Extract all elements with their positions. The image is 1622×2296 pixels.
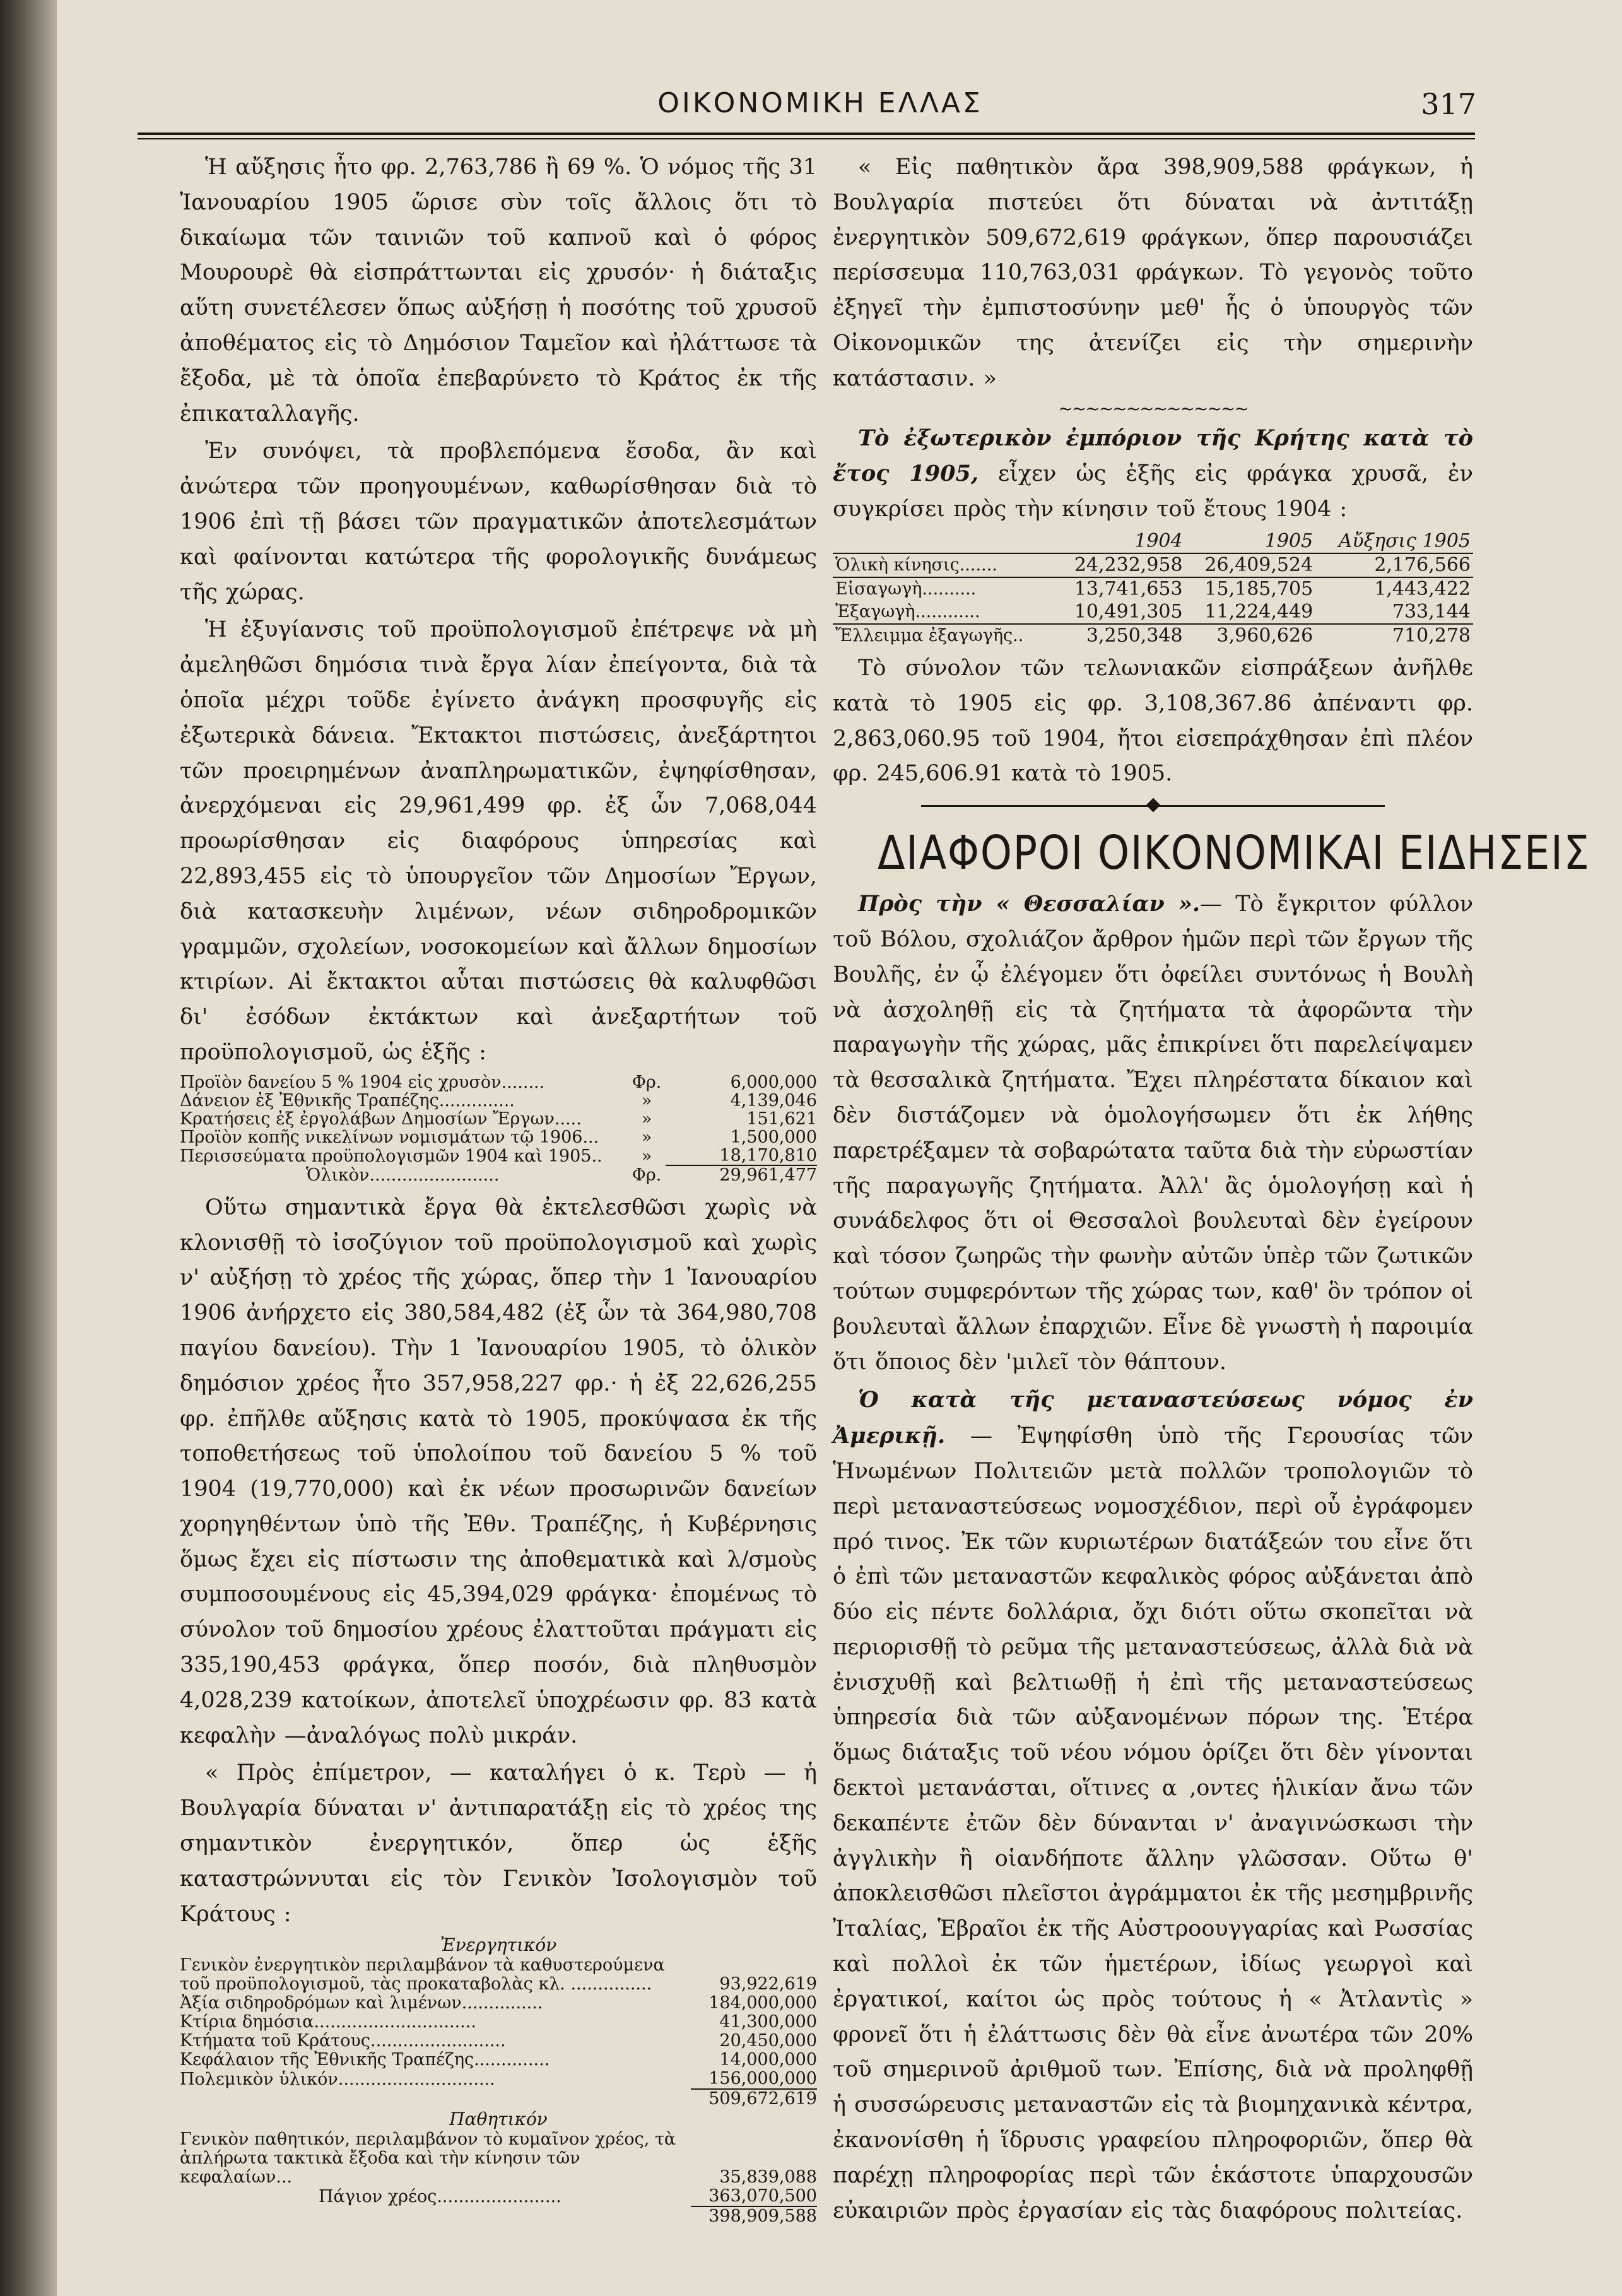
table-row: Κτήματα τοῦ Κράτους......................... 20,450,000 xyxy=(180,2031,817,2051)
thessalia-text: — Τὸ ἔγκριτον φύλλον τοῦ Βόλου, σχολιάζον ἄρθρον ἡμῶν περὶ τῶν ἔργων τῆς Βουλῆς, ἐν ᾧ ἐλέγομεν ὅτι ὀφείλει συντόνως ἡ Βουλὴ νὰ ἀσχοληθῇ εἰς τὰ ζητήματα τὰ ἀφορῶντα τὴν παραγωγὴν τῆς χώρας, μᾶς ἐπικρίνει ὅτι παρελείψαμεν τὰ θεσσαλικὰ ζητήματα. Ἔχει πληρέστατα δίκαιον καὶ δὲν διστάζομεν νὰ ὁμολογήσωμεν ὅτι ἐκ λήθης παρετρέξαμεν τὰ σοβαρώτατα ταῦτα διὰ τὴν εὐρωστίαν τῆς παραγωγῆς ζητήματα. Ἀλλ' ἂς ὁμολογήσῃ καὶ ἡ συνάδελφος ὅτι οἱ Θεσσαλοὶ βουλευταὶ δὲν ἐγείρουν καὶ τόσον ζωηρῶς τὴν φωνὴν αὐτῶν ὑπὲρ τῶν ζωτικῶν τούτων συμφερόντων τῆς χώρας των, καθ' ὃν τρόπον οἱ βουλευταὶ ἄλλων ἐπαρχιῶν. Εἶνε δὲ γνωστὴ ἡ παροιμία ὅτι ὅποιος δὲν 'μιλεῖ τὸν θάπτουν. xyxy=(833,892,1473,1375)
liabilities-total-row: 398,909,588 xyxy=(180,2206,817,2226)
paragraph-extraordinary-credits: Ἡ ἐξυγίανσις τοῦ προϋπολογισμοῦ ἐπέτρεψε νὰ μὴ ἀμεληθῶσι δημόσια τινὰ ἔργα λίαν ἐπείγοντα, διὰ τὰ ὁποῖα μέχρι τοῦδε ἐγίνετο ἀνάγκη προσφυγῆς εἰς ἐξωτερικὰ δάνεια. Ἔκτακτοι πιστώσεις, ἀνεξάρτητοι τῶν προειρημένων ἀναπληρωματικῶν, ἐψηφίσθησαν, ἀνερχόμεναι εἰς 29,961,499 φρ. ἐξ ὧν 7,068,044 προωρίσθησαν εἰς διαφόρους ὑπηρεσίας καὶ 22,893,455 εἰς τὸ ὑπουργεῖον τῶν Δημοσίων Ἔργων, διὰ κατασκευὴν λιμένων, νέων σιδηροδρομικῶν γραμμῶν, σχολείων, νοσοκομείων καὶ ἄλλων δημοσίων κτιρίων. Αἱ ἔκτακτοι αὗται πιστώσεις θὰ καλυφθῶσι δι' ἐσόδων ἐκτάκτων καὶ ἀνεξαρτήτων τοῦ προϋπολογισμοῦ, ὡς ἑξῆς : xyxy=(180,617,817,1065)
crete-trade-title: Τὸ ἐξωτερικὸν ἐμπόριον τῆς Κρήτης κατὰ τὸ ἔτος 1905, xyxy=(833,425,1473,487)
immigration-lead: Ὁ κατὰ τῆς μεταναστεύσεως νόμος ἐν Ἀμερικῇ. xyxy=(833,1387,1473,1449)
assets-heading: Ἐνεργητικόν xyxy=(440,1934,557,1956)
paragraph-bulgaria-assets: « Πρὸς ἐπίμετρον, — καταλήγει ὁ κ. Τερὺ — ἡ Βουλγαρία δύναται ν' ἀντιπαρατάξῃ εἰς τὸ χρέος της σημαντικὸν ἐνεργητικόν, ὅπερ ὡς ἑξῆς καταστρώννυται εἰς τὸν Γενικὸν Ἰσολογισμὸν τοῦ Κράτους : xyxy=(180,1760,817,1927)
column-header: 1904 xyxy=(1134,529,1183,552)
thessalia-lead: Πρὸς τὴν « Θεσσαλίαν ». xyxy=(858,891,1201,917)
table-row: Κτίρια δημόσια.............................. 41,300,000 xyxy=(180,2012,817,2032)
header-rule-thin xyxy=(138,138,1475,139)
assets-total-row: 509,672,619 xyxy=(180,2089,817,2109)
book-gutter xyxy=(0,0,57,2296)
credits-total-row: Ὁλικὸν........................ Φρ. 29,961,477 xyxy=(306,1165,817,1185)
table-row: Γενικὸν ἐνεργητικὸν περιλαμβάνον τὰ καθυστερούμενα τοῦ προϋπολογισμοῦ, τὰς προκαταβολὰς κλ. ............... 93,922,619 xyxy=(180,1955,817,1994)
column-header: 1905 xyxy=(1264,529,1313,552)
assets-table xyxy=(180,1956,817,2109)
credits-table xyxy=(180,1073,817,1184)
table-row: Κρατήσεις ἐξ ἐργολάβων Δημοσίων Ἔργων..... » 151,621 xyxy=(180,1109,817,1129)
table-row: Προϊὸν κοπῆς νικελίνων νομισμάτων τῷ 1906... » 1,500,000 xyxy=(180,1127,817,1147)
page-header xyxy=(164,82,1476,126)
table-header-row xyxy=(833,530,1473,553)
liabilities-table xyxy=(180,2130,817,2226)
left-column xyxy=(180,150,817,2226)
right-column xyxy=(833,150,1590,2231)
paragraph-public-debt: Οὕτω σημαντικὰ ἔργα θὰ ἐκτελεσθῶσι χωρὶς νὰ κλονισθῇ τὸ ἰσοζύγιον τοῦ προϋπολογισμοῦ καὶ χωρὶς ν' αὐξήσῃ τὸ χρέος τῆς χώρας, ὅπερ τὴν 1 Ἰανουαρίου 1906 ἀνήρχετο εἰς 380,584,482 (ἐξ ὧν τὰ 364,980,708 παγίου δανείου). Τὴν 1 Ἰανουαρίου 1905, τὸ ὁλικὸν δημόσιον χρέος ἦτο 357,958,227 φρ.· ἡ ἐξ 22,626,255 φρ. ἐπῆλθε αὔξησις κατὰ τὸ 1905, προκύψασα ἐκ τῆς τοποθετήσεως τοῦ ὑπολοίπου τοῦ δανείου 5 % τοῦ 1904 (19,770,000) καὶ ἐκ νέων προσωρινῶν δανείων χορηγηθέντων ὑπὸ τῆς Ἐθν. Τραπέζης, ἡ Κυβέρνησις ὅμως ἔχει εἰς πίστωσιν της ἀποθεματικὰ καὶ λ/σμοὺς συμποσουμένους εἰς 45,394,029 φράγκα· ἐπομένως τὸ σύνολον τοῦ δημοσίου χρέους ἐλαττοῦται πράγματι εἰς 335,190,453 φράγκα, ὅπερ ποσόν, διὰ πληθυσμὸν 4,028,239 κατοίκων, ἀποτελεῖ ὑποχρέωσιν φρ. 83 κατὰ κεφαλὴν —ἀναλόγως πολὺ μικράν. xyxy=(180,1194,817,1748)
paragraph-crete-trade xyxy=(833,421,1473,527)
running-title: ΟΙΚΟΝΟΜΙΚΗ ΕΛΛΑΣ xyxy=(657,87,983,119)
page-number: 317 xyxy=(1421,87,1476,121)
table-row: Κεφάλαιον τῆς Ἐθνικῆς Τραπέζης.............. 14,000,000 xyxy=(180,2050,817,2070)
immigration-text: — Ἐψηφίσθη ὑπὸ τῆς Γερουσίας τῶν Ἡνωμένων Πολιτειῶν μετὰ πολλῶν τροπολογιῶν τὸ περὶ μεταναστεύσεως νομοσχέδιον, περὶ οὗ ἐγράφομεν πρό τινος. Ἐκ τῶν κυριωτέρων διατάξεών του εἶνε ὅτι ὁ ἐπὶ τῶν μεταναστῶν κεφαλικὸς φόρος αὐξάνεται ἀπὸ δύο εἰς πέντε δολλάρια, ὄχι διότι οὕτω σκοπεῖται νὰ περιορισθῇ τὸ ρεῦμα τῆς μεταναστεύσεως, ἀλλὰ διὰ νὰ ἐνισχυθῇ καὶ βελτιωθῇ ἡ ἐπὶ τῆς μεταναστεύσεως ὑπηρεσία διὰ τῶν αὐξανομένων πόρων της. Ἑτέρα ὅμως διάταξις τοῦ νέου νόμου ὁρίζει ὅτι δὲν γίνονται δεκτοὶ μετανάσται, οἵτινες α ,οντες ἡλικίαν ἄνω τῶν δεκαπέντε ἐτῶν δὲν δύνανται ν' ἀναγινώσκωσι τὴν ἀγγλικὴν ἢ οἱανδήποτε ἄλλην γλῶσσαν. Οὕτω θ' ἀποκλεισθῶσι πλεῖστοι ἀγράμματοι ἐκ τῆς μεσημβρινῆς Ἰταλίας, Ἑβραῖοι ἐκ τῆς Αὐστροουγγαρίας καὶ Ρωσσίας καὶ πολλοὶ ἐκ τῶν ἡμετέρων, ἰδίως γεωργοὶ καὶ ἐργατικοί, καίτοι ὡς πρὸς τούτους ἡ « Ἀτλαντὶς » φρονεῖ ὅτι ἡ ἐλάττωσις δὲν θὰ εἶνε ἀνωτέρα τῶν 20% τοῦ σημερινοῦ ἀριθμοῦ των. Ἐπίσης, διὰ νὰ προληφθῇ ἡ συσσώρευσις μεταναστῶν εἰς τὰ βιομηχανικὰ κέντρα, ἐκανονίσθη ἡ ἵδρυσις γραφείου πληροφοριῶν, ὅπερ θὰ παρέχῃ πληροφορίας περὶ τῶν ἑκάστοτε ὑπαρχουσῶν εὐκαιριῶν πρὸς ἐργασίαν εἰς τὰς διαφόρους πολιτείας. xyxy=(833,1423,1473,2223)
table-row: Περισσεύματα προϋπολογισμῶν 1904 καὶ 1905.. » 18,170,810 xyxy=(180,1145,817,1166)
table-row: Δάνειον ἐξ Ἐθνικῆς Τραπέζης.............. » 4,139,046 xyxy=(180,1090,817,1110)
header-rule xyxy=(138,132,1475,135)
column-header: Αὔξησις 1905 xyxy=(1338,529,1471,552)
table-row: Προϊὸν δανείου 5 % 1904 εἰς χρυσὸν........ Φρ. 6,000,000 xyxy=(180,1072,817,1092)
crete-trade-table xyxy=(833,530,1473,647)
paragraph-thessalia xyxy=(833,886,1473,1380)
table-row: Ἀξία σιδηροδρόμων καὶ λιμένων............... 184,000,000 xyxy=(180,1993,817,2013)
table-row: Πάγιον χρέος....................... 363,070,500 xyxy=(319,2186,817,2207)
table-row: Ἐξαγωγὴ............ 10,491,305 11,224,449 733,144 xyxy=(835,600,1471,623)
table-row: Ὁλικὴ κίνησις....... 24,232,958 26,409,524 2,176,566 xyxy=(833,553,1473,577)
diamond-ornament-icon xyxy=(1146,798,1160,813)
liabilities-heading: Παθητικόν xyxy=(449,2109,548,2130)
paragraph-revenue-increase: Ἡ αὔξησις ἦτο φρ. 2,763,786 ἢ 69 %. Ὁ νόμος τῆς 31 Ἰανουαρίου 1905 ὥρισε σὺν τοῖς ἄλλοις ὅτι τὸ δικαίωμα τῶν ταινιῶν τοῦ καπνοῦ καὶ ὁ φόρος Μουρουρὲ θὰ εἰσπράττωνται εἰς χρυσόν· ἡ διάταξις αὕτη συνετέλεσεν ὅπως αὐξήσῃ ἡ ποσότης τοῦ χρυσοῦ ἀποθέματος εἰς τὸ Δημόσιον Ταμεῖον καὶ ἠλάττωσε τὰ ἔξοδα, μὲ τὰ ὁποῖα ἐπεβαρύνετο τὸ Κράτος ἐκ τῆς ἐπικαταλλαγῆς. xyxy=(180,155,817,427)
diamond-separator xyxy=(833,794,1473,817)
paragraph-immigration-law xyxy=(833,1382,1473,2228)
crete-trade-intro: εἶχεν ὡς ἑξῆς εἰς φράγκα χρυσᾶ, ἐν συγκρίσει πρὸς τὴν κίνησιν τοῦ ἔτους 1904 : xyxy=(833,461,1473,522)
table-row: Εἰσαγωγὴ.......... 13,741,653 15,185,705 1,443,422 xyxy=(833,577,1473,601)
paragraph-bulgaria-surplus: « Εἰς παθητικὸν ἄρα 398,909,588 φράγκων, ἡ Βουλγαρία πιστεύει ὅτι δύναται νὰ ἀντιτάξῃ ἐνεργητικὸν 509,672,619 φράγκων, ὅπερ παρουσιάζει περίσσευμα 110,763,031 φράγκων. Τὸ γεγονὸς τοῦτο ἐξηγεῖ τὴν ἐμπιστοσύνην μεθ' ἧς ὁ ὑπουργὸς τῶν Οἰκονομικῶν της ἀτενίζει εἰς τὴν σημερινὴν κατάστασιν. » xyxy=(833,155,1473,391)
table-row: Γενικὸν παθητικόν, περιλαμβάνον τὸ κυμαῖνον χρέος, τὰ ἀπλήρωτα τακτικὰ ἔξοδα καὶ τὴν κίνησιν τῶν κεφαλαίων... 35,839,088 xyxy=(180,2129,817,2187)
table-row: Ἔλλειμμα ἐξαγωγῆς.. 3,250,348 3,960,626 710,278 xyxy=(833,624,1473,647)
paragraph-customs-receipts: Τὸ σύνολον τῶν τελωνιακῶν εἰσπράξεων ἀνῆλθε κατὰ τὸ 1905 εἰς φρ. 3,108,367.86 ἀπέναντι φρ. 2,863,060.95 τοῦ 1904, ἤτοι εἰσεπράχθησαν ἐπὶ πλέον φρ. 245,606.91 κατὰ τὸ 1905. xyxy=(833,655,1473,787)
table-row: Πολεμικὸν ὑλικόν............................. 156,000,000 xyxy=(180,2069,817,2090)
paragraph-summary: Ἐν συνόψει, τὰ προβλεπόμενα ἔσοδα, ἂν καὶ ἀνώτερα τῶν προηγουμένων, καθωρίσθησαν διὰ τὸ 1906 ἐπὶ τῇ βάσει τῶν πραγματικῶν ἀποτελεσμάτων καὶ φαίνονται κατώτερα τῆς φορολογικῆς δυνάμεως τῆς χώρας. xyxy=(180,439,817,605)
section-heading: ΔΙΑΦΟΡΟΙ ΟΙΚΟΝΟΜΙΚΑΙ ΕΙΔΗΣΕΙΣ xyxy=(878,826,1590,881)
wavy-separator: ~~~~~~~~~~~~~~ xyxy=(1058,397,1248,419)
